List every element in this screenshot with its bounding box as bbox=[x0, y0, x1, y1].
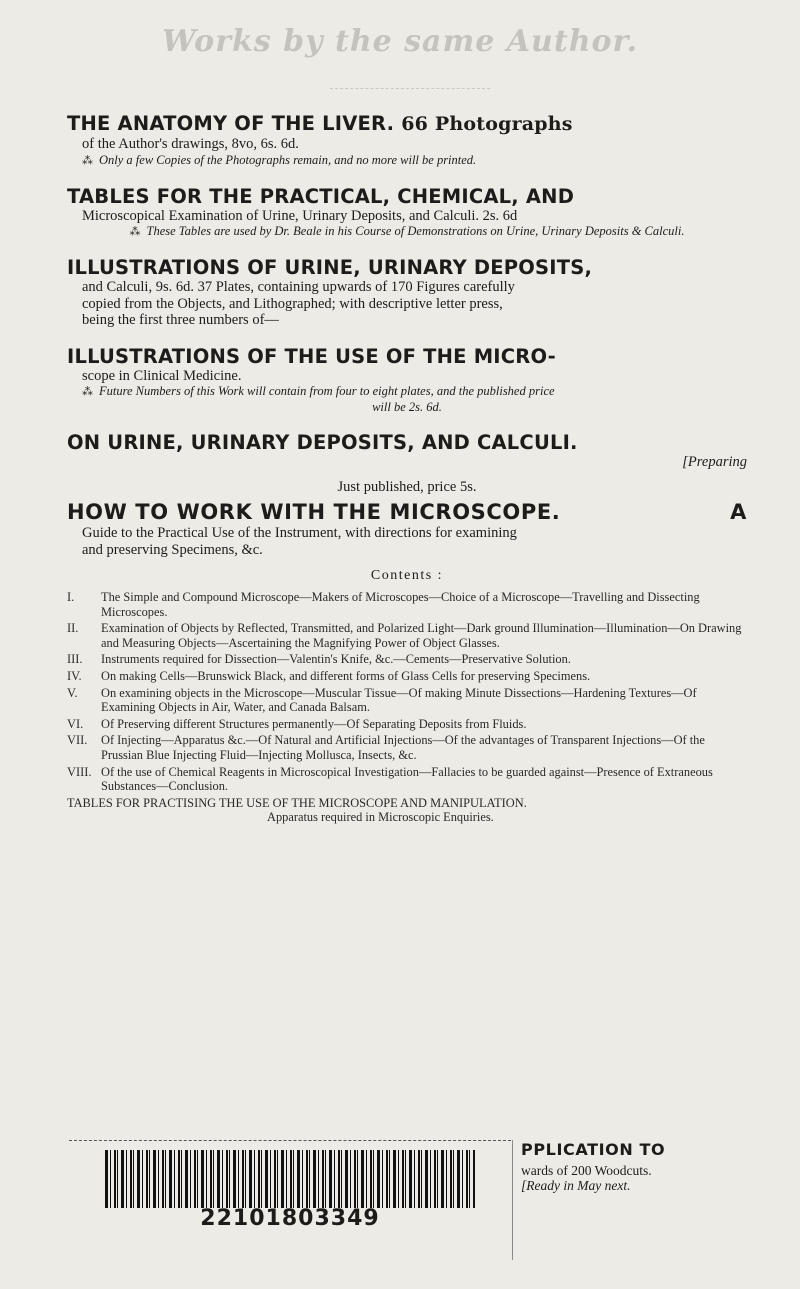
asterism-icon: ⁂ bbox=[82, 154, 93, 167]
entry-description: of the Author's drawings, 8vo, 6s. 6d. bbox=[82, 136, 299, 152]
contents-item: VI. Of Preserving different Structures permanently—Of Separating Deposits from Fluids. bbox=[67, 716, 527, 731]
entry-title: ILLUSTRATIONS OF THE USE OF THE MICRO- bbox=[67, 344, 556, 368]
entry-description-line: being the first three numbers of— bbox=[82, 312, 279, 328]
contents-item: VII. Of Injecting—Apparatus &c.—Of Natural and Artificial Injections—Of the advantages of Transparent Injections—Of the Prussian Blue Injecting Fluid—Injecting Mollusca, Insects, &c. bbox=[67, 733, 705, 762]
entry-description-line: and Calculi, 9s. 6d. 37 Plates, containing upwards of 170 Figures carefully bbox=[82, 279, 515, 295]
entry-description-line: Guide to the Practical Use of the Instrument, with directions for examining bbox=[82, 525, 517, 541]
asterism-icon: ⁂ bbox=[129, 226, 141, 238]
partially-covered-entry bbox=[512, 1140, 761, 1260]
appendix-tables-line: Apparatus required in Microscopic Enquiries. bbox=[267, 810, 494, 825]
asterism-icon: ⁂ bbox=[82, 386, 93, 398]
entry-description-line: and preserving Specimens, &c. bbox=[82, 541, 263, 558]
advert-listing bbox=[67, 112, 747, 825]
barcode-icon bbox=[105, 1150, 475, 1208]
entry-illustrations-urine bbox=[67, 256, 747, 329]
works-by-author-heading: Works by the same Author. bbox=[161, 24, 639, 59]
contents-item: II. Examination of Objects by Reflected, Transmitted, and Polarized Light—Dark ground Illumination—Illumination—On Drawing and Measuring Objects—Ascertaining the Magnifying Power of Object Glasses. bbox=[67, 621, 742, 650]
entry-how-to-work bbox=[67, 479, 747, 825]
entry-on-urine bbox=[67, 431, 747, 471]
show-through-rule bbox=[330, 88, 490, 90]
entry-illustrations-microscope bbox=[67, 345, 747, 416]
entry-title: TABLES FOR THE PRACTICAL, CHEMICAL, AND bbox=[67, 184, 575, 208]
label-edge-rule bbox=[69, 1140, 511, 1141]
contents-item: I. The Simple and Compound Microscope—Makers of Microscopes—Choice of a Microscope—Travelling and Dissecting Microscopes. bbox=[67, 590, 700, 619]
entry-description: Microscopical Examination of Urine, Urinary Deposits, and Calculi. 2s. 6d bbox=[82, 207, 518, 224]
entry-title: HOW TO WORK WITH THE MICROSCOPE. bbox=[67, 500, 561, 524]
entry-title: THE ANATOMY OF THE LIVER. bbox=[67, 112, 395, 135]
entry-title: ILLUSTRATIONS OF URINE, URINARY DEPOSITS, bbox=[67, 256, 593, 279]
contents-item: III. Instruments required for Dissection—Valentin's Knife, &c.—Cements—Preservative Solution. bbox=[67, 652, 571, 667]
contents-item: V. On examining objects in the Microscope—Muscular Tissue—Of making Minute Dissections—Hardening Textures—Of Examining Objects in Air, Water, and Canada Balsam. bbox=[67, 685, 697, 715]
contents-item: VIII. Of the use of Chemical Reagents in Microscopical Investigation—Fallacies to be guarded against—Presence of Extraneous Substances—Conclusion. bbox=[67, 764, 713, 794]
entry-description: scope in Clinical Medicine. bbox=[82, 367, 242, 384]
entry-status-fragment: [Ready in May next. bbox=[521, 1178, 631, 1193]
entry-description-fragment: wards of 200 Woodcuts. bbox=[521, 1163, 652, 1178]
entry-note: These Tables are used by Dr. Beale in his Course of Demonstrations on Urine, Urinary Deposits & Calculi. bbox=[146, 224, 685, 238]
entry-title: ON URINE, URINARY DEPOSITS, AND CALCULI. bbox=[67, 431, 578, 454]
appendix-tables-line: TABLES FOR PRACTISING THE USE OF THE MICROSCOPE AND MANIPULATION. bbox=[67, 795, 527, 810]
entry-note: Future Numbers of this Work will contain from four to eight plates, and the published price bbox=[99, 384, 555, 398]
entry-anatomy-liver bbox=[67, 112, 747, 169]
entry-note: Only a few Copies of the Photographs remain, and no more will be printed. bbox=[99, 152, 477, 167]
contents-heading: Contents : bbox=[370, 568, 444, 583]
library-barcode-label bbox=[69, 1140, 511, 1232]
barcode-number: 22101803349 bbox=[200, 1206, 380, 1231]
entry-title-rest: 66 Photographs bbox=[401, 113, 573, 135]
contents-list bbox=[67, 590, 747, 794]
entry-note-continued: will be 2s. 6d. bbox=[372, 400, 442, 414]
contents-item: IV. On making Cells—Brunswick Black, and different forms of Glass Cells for preserving Specimens. bbox=[67, 668, 591, 683]
entry-status: [Preparing bbox=[682, 454, 747, 470]
entry-title-fragment: PPLICATION TO bbox=[521, 1140, 666, 1159]
entry-description-line: copied from the Objects, and Lithographed; with descriptive letter press, bbox=[82, 295, 503, 312]
entry-title-article: A bbox=[730, 500, 747, 524]
entry-tables bbox=[67, 185, 747, 241]
publication-notice: Just published, price 5s. bbox=[337, 479, 477, 495]
